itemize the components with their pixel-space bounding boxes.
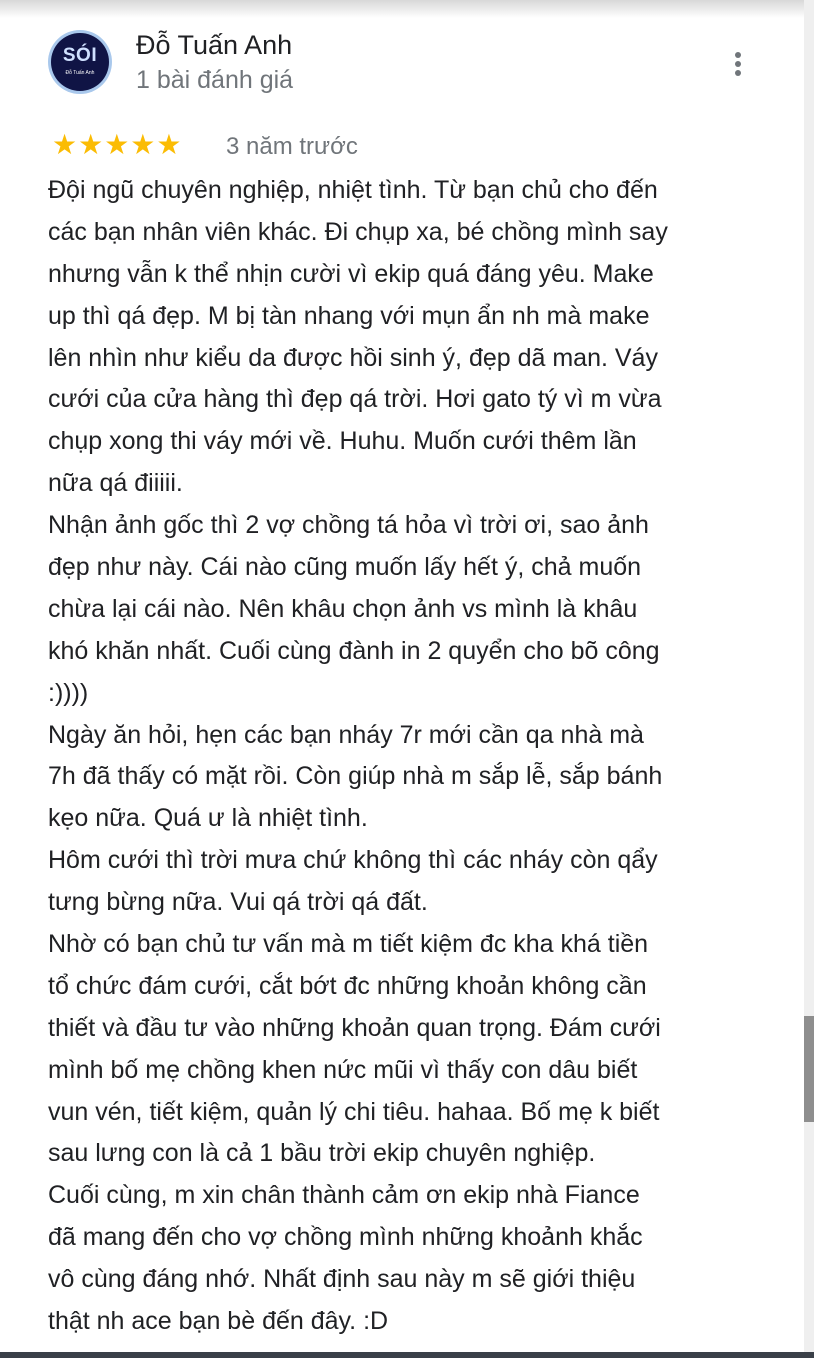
review-text-line: up thì qá đẹp. M bị tàn nhang với mụn ẩn nh mà make: [48, 301, 650, 330]
review-text-line: Ngày ăn hỏi, hẹn các bạn nháy 7r mới cần qa nhà mà: [48, 720, 644, 749]
review-text: [48, 170, 668, 1343]
review-text-line: tổ chức đám cưới, cắt bớt đc những khoản không cần: [48, 971, 647, 1000]
review-text-line: Nhờ có bạn chủ tư vấn mà m tiết kiệm đc kha khá tiền: [48, 930, 649, 959]
review-text-line: khó khăn nhất. Cuối cùng đành in 2 quyển cho bõ công: [48, 636, 660, 665]
review-text-line: Cuối cùng, m xin chân thành cảm ơn ekip nhà Fiance: [48, 1181, 640, 1210]
top-shadow: [0, 0, 814, 18]
review-text-line: chừa lại cái nào. Nên khâu chọn ảnh vs mình là khâu: [48, 594, 638, 623]
review-text-line: nữa qá điiiii.: [48, 469, 183, 498]
scrollbar-thumb[interactable]: [804, 1016, 814, 1122]
reviewer-review-count: 1 bài đánh giá: [136, 66, 294, 94]
review-text-line: thật nh ace bạn bè đến đây. :D: [48, 1307, 389, 1336]
scrollbar-track[interactable]: [804, 0, 814, 1352]
review-text-line: đẹp như này. Cái nào cũng muốn lấy hết ý, chả muốn: [48, 553, 642, 582]
review-text-line: thiết và đầu tư vào những khoản quan trọng. Đám cưới: [48, 1013, 661, 1042]
review-text-line: tưng bừng nữa. Vui qá trời qá đất.: [48, 888, 428, 917]
reviewer-avatar[interactable]: [48, 30, 112, 94]
review-text-line: mình bố mẹ chồng khen nức mũi vì thấy con dâu biết: [48, 1055, 638, 1084]
review-text-line: nhưng vẫn k thể nhịn cười vì ekip quá đáng yêu. Make: [48, 259, 654, 288]
avatar-logo-subtext: Đỗ Tuấn Anh: [65, 70, 95, 76]
review-text-line: cưới của cửa hàng thì đẹp qá trời. Hơi gato tý vì m vừa: [48, 385, 662, 414]
review-text-line: 7h đã thấy có mặt rồi. Còn giúp nhà m sắp lễ, sắp bánh: [48, 762, 663, 791]
review-text-line: Nhận ảnh gốc thì 2 vợ chồng tá hỏa vì trời ơi, sao ảnh: [48, 511, 649, 540]
review-text-line: Đội ngũ chuyên nghiệp, nhiệt tình. Từ bạn chủ cho đến: [48, 176, 658, 204]
review-text-line: vun vén, tiết kiệm, quản lý chi tiêu. hahaa. Bố mẹ k biết: [48, 1097, 660, 1126]
review-text-line: sau lưng con là cả 1 bầu trời ekip chuyên nghiệp.: [48, 1139, 596, 1168]
review-text-line: Hôm cưới thì trời mưa chứ không thì các nháy còn qẩy: [48, 846, 658, 875]
review-text-line: các bạn nhân viên khác. Đi chụp xa, bé chồng mình say: [48, 217, 668, 246]
review-time: 3 năm trước: [226, 133, 358, 160]
review-text-line: kẹo nữa. Quá ư là nhiệt tình.: [48, 804, 368, 833]
review-text-line: lên nhìn như kiểu da được hồi sinh ý, đẹp dã man. Váy: [48, 343, 658, 372]
star-rating: ★★★★★: [52, 129, 183, 160]
more-options-icon[interactable]: [728, 52, 748, 82]
review-text-line: chụp xong thi váy mới về. Huhu. Muốn cưới thêm lần: [48, 427, 637, 456]
avatar-logo-text: SÓI: [62, 45, 98, 66]
reviewer-name[interactable]: Đỗ Tuấn Anh: [136, 30, 293, 60]
review-text-line: :)))): [48, 678, 89, 707]
bottom-bar: [0, 1352, 814, 1358]
review-text-line: đã mang đến cho vợ chồng mình những khoảnh khắc: [48, 1223, 643, 1252]
review-text-line: vô cùng đáng nhớ. Nhất định sau này m sẽ giới thiệu: [48, 1265, 636, 1294]
